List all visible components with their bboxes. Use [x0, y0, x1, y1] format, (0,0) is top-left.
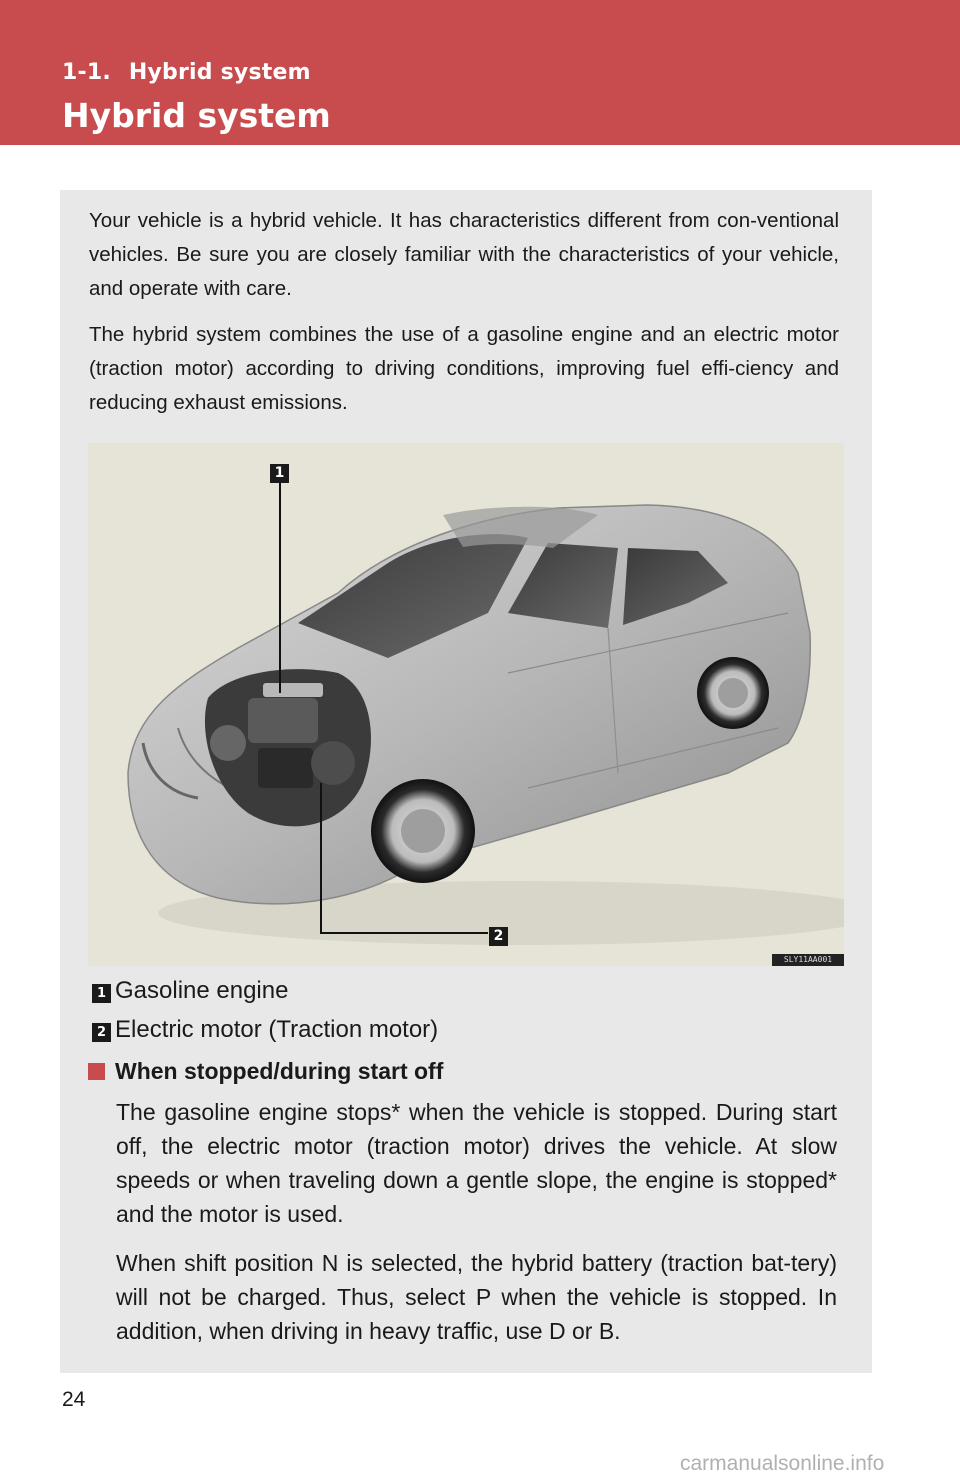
legend-item-gasoline-engine [92, 976, 288, 1006]
hybrid-car-illustration [88, 443, 844, 966]
legend-number-1: 1 [92, 984, 111, 1003]
page-number: 24 [62, 1388, 86, 1411]
page-title: Hybrid system [62, 96, 331, 135]
car-drawing [88, 443, 844, 966]
legend-label-2: Electric motor (Traction motor) [115, 1016, 439, 1043]
intro-paragraph-2: The hybrid system combines the use of a gasoline engine and an electric motor (traction motor) according to driving conditions, improving fuel effi-ciency and reducing exhaust emissions. [89, 323, 839, 414]
legend-item-electric-motor [92, 1015, 438, 1045]
body-paragraph-2: When shift position N is selected, the hybrid battery (traction bat-tery) will not be charged. Thus, select P when the vehicle is stopped. In addition, when driving in heavy traffic, use D or B. [116, 1250, 837, 1344]
callout-1: 1 [270, 464, 289, 483]
body-paragraph-1: The gasoline engine stops* when the vehicle is stopped. During start off, the electric motor (traction motor) drives the vehicle. At slow speeds or when traveling down a gentle slope, the engine is stopped* and the motor is used. [116, 1099, 837, 1227]
watermark: carmanualsonline.info [680, 1452, 885, 1475]
heading-square-icon [88, 1063, 105, 1080]
section-heading-text: When stopped/during start off [115, 1058, 444, 1084]
section-title: Hybrid system [128, 60, 311, 85]
section-heading [88, 1056, 443, 1086]
content-panel [60, 190, 872, 1373]
page-header [0, 0, 960, 145]
intro-paragraph-1: Your vehicle is a hybrid vehicle. It has characteristics different from con-ventional vehicles. Be sure you are closely familiar with the characteristics of your vehicle, and operate with care. [89, 209, 839, 300]
legend-label-1: Gasoline engine [115, 977, 289, 1004]
legend-number-2: 2 [92, 1023, 111, 1042]
figure-code: SLY11AA001 [772, 954, 844, 966]
section-label [62, 60, 311, 85]
callout-2: 2 [489, 927, 508, 946]
section-number: 1-1. [62, 60, 111, 85]
